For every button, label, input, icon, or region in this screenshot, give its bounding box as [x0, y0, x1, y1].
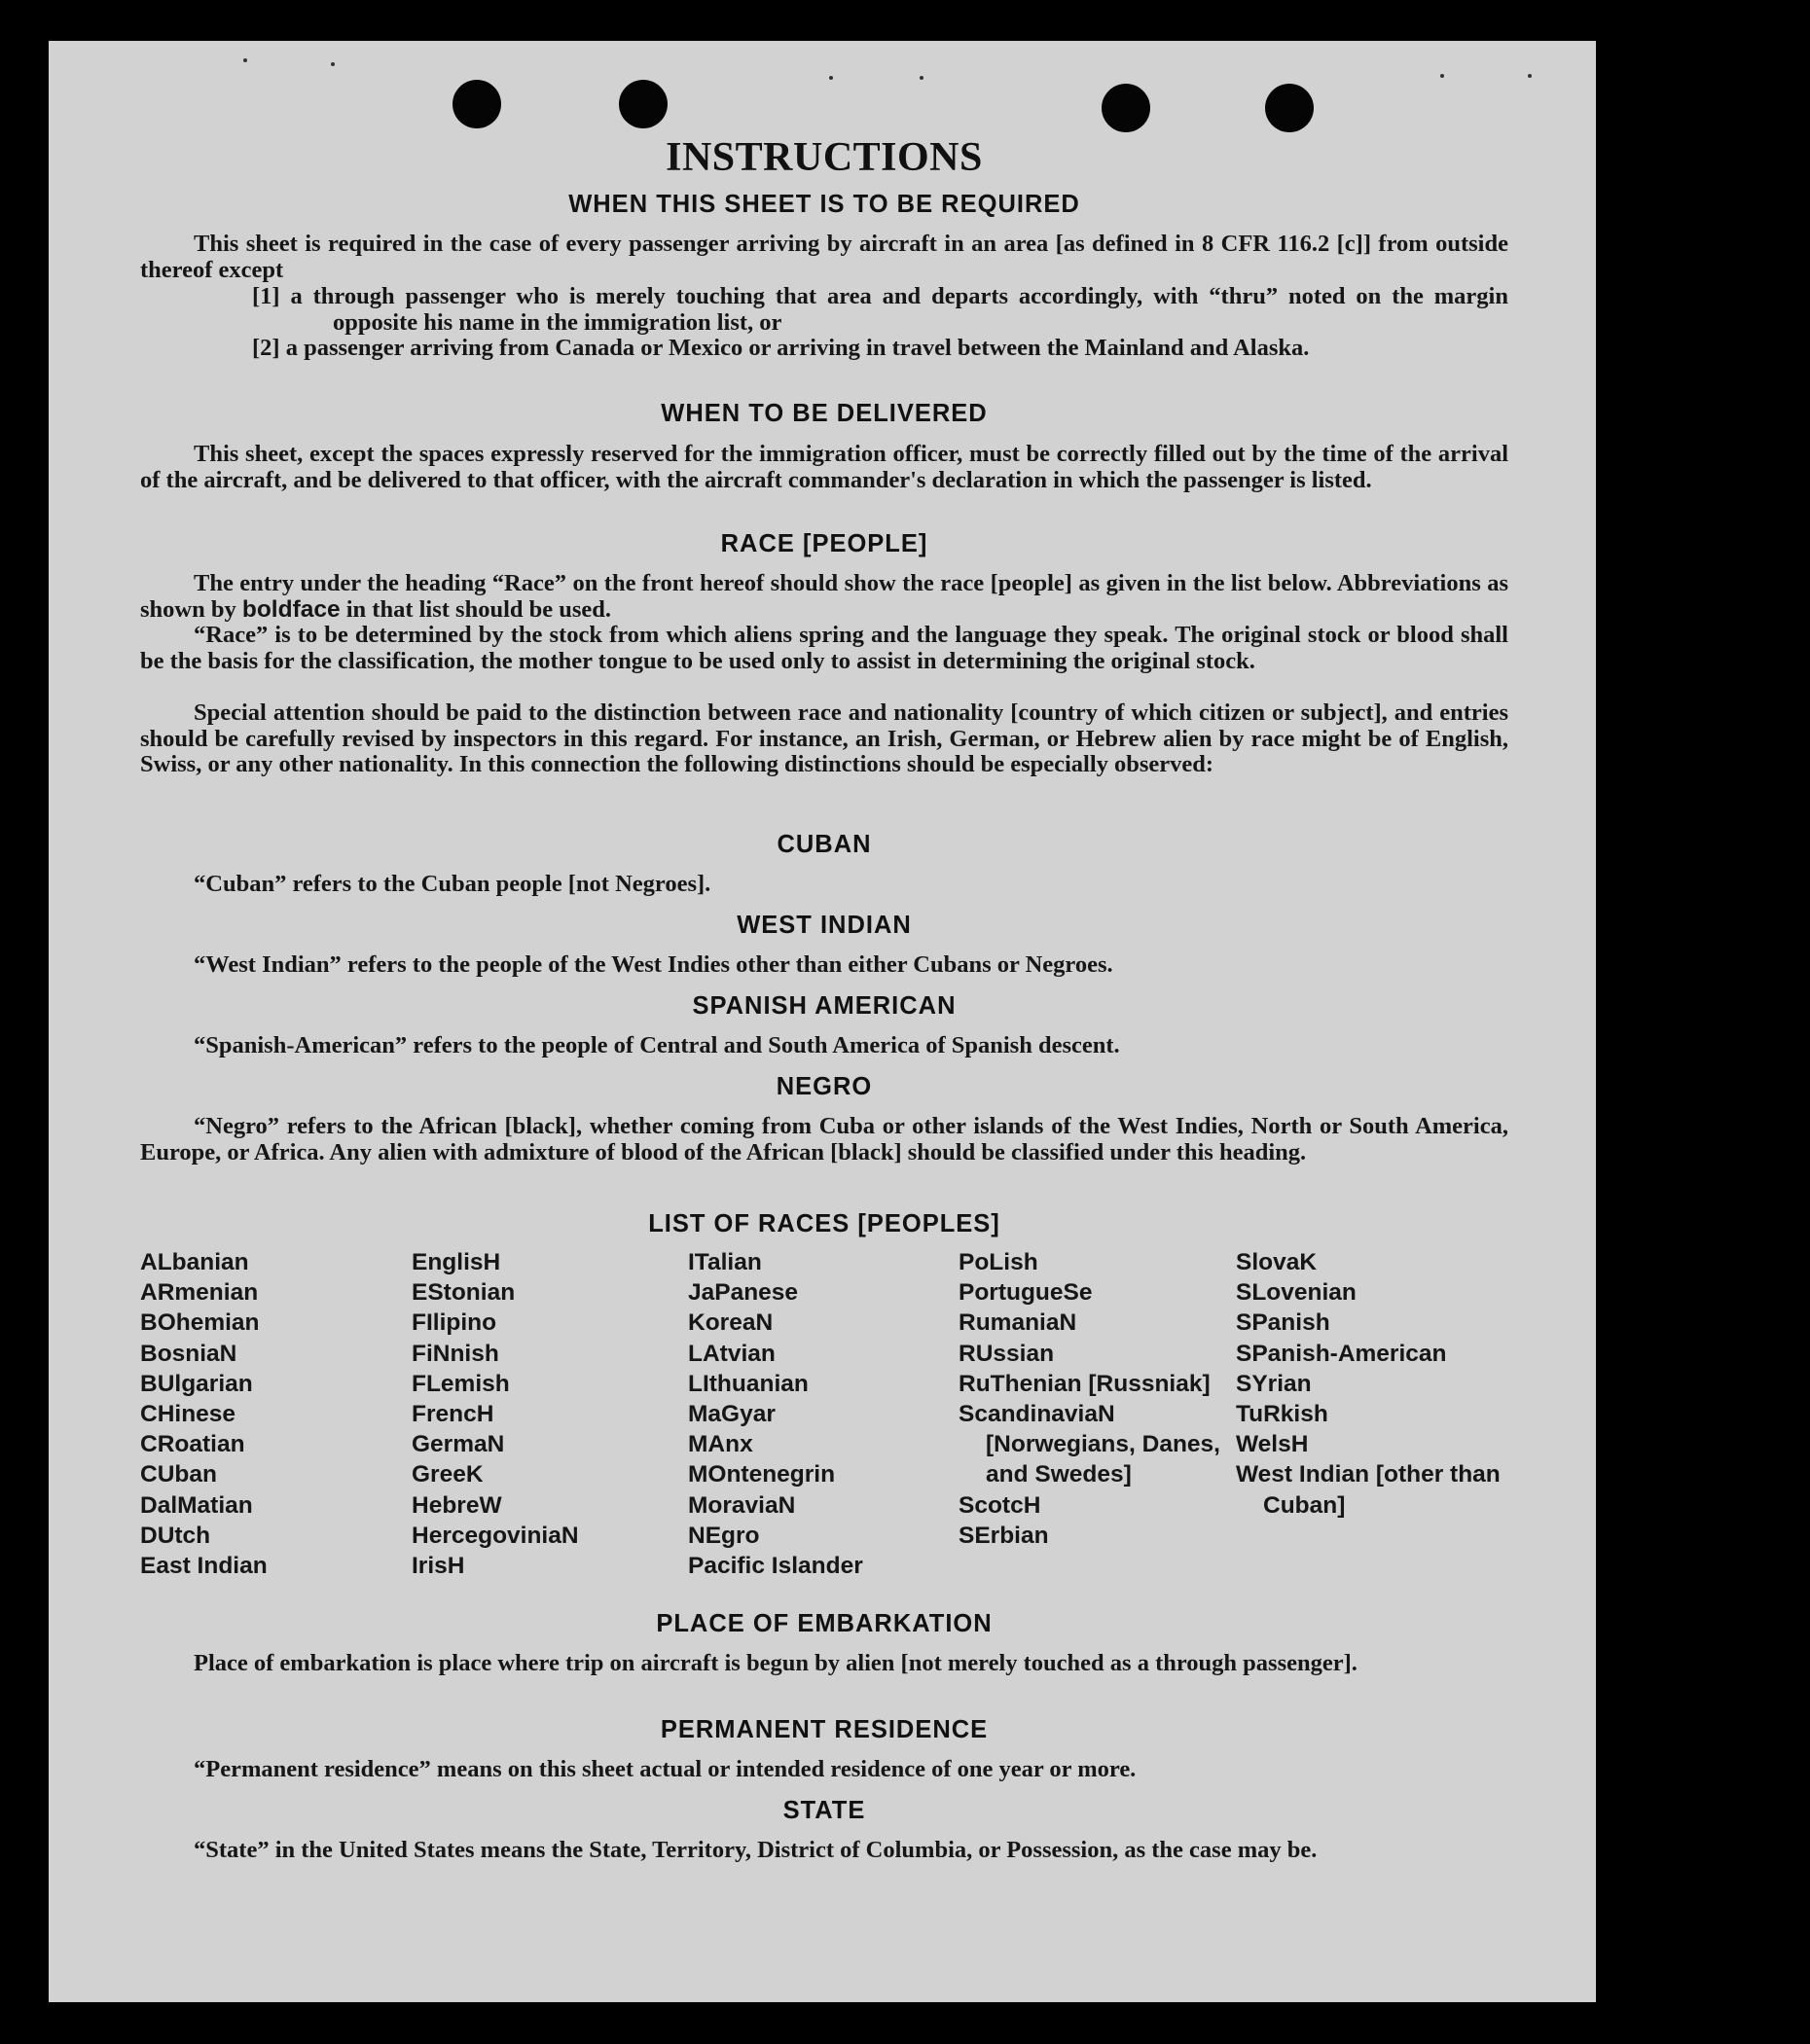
race-item: KoreaN — [688, 1309, 774, 1337]
race-paragraph-3: Special attention should be paid to the distinction between race and nationality [country of which citizen or subject], and entries should be carefully revised by inspectors in this regard. For instance, an Irish, German, or Hebrew alien by race might be of English, Swiss, or any other nationality. In this connection the following distinctions should be especially observed: — [140, 699, 1508, 778]
race-item: ARmenian — [140, 1279, 259, 1307]
permanent-residence-text: “Permanent residence” means on this sheet actual or intended residence of one year or more. — [194, 1756, 1137, 1782]
race-item: FIlipino — [412, 1309, 497, 1337]
document-title: INSTRUCTIONS — [666, 135, 983, 180]
spanish-american-text: “Spanish-American” refers to the people of Central and South America of Spanish descent. — [194, 1032, 1120, 1058]
race-p1-before: The entry under the heading “Race” on the front hereof should show the race [people] as given in the list below. Abbreviations as shown by — [140, 570, 1508, 623]
race-item: DUtch — [140, 1522, 211, 1549]
heading-race: RACE [PEOPLE] — [720, 530, 928, 557]
exception-list — [252, 284, 1508, 362]
document-page — [49, 41, 1596, 2002]
races-column-1 — [140, 1247, 403, 1581]
heading-negro: NEGRO — [776, 1073, 873, 1100]
race-p1-after: in that list should be used. — [340, 595, 612, 623]
race-item: HercegoviniaN — [412, 1522, 579, 1549]
race-item: SPanish — [1236, 1309, 1330, 1337]
race-item: BOhemian — [140, 1309, 260, 1337]
race-item: BUlgarian — [140, 1370, 253, 1397]
speck — [331, 62, 335, 66]
race-item: LIthuanian — [688, 1370, 809, 1397]
exception-item: [1] a through passenger who is merely touching that area and departs accordingly, with “thru” noted on the margin opposite his name in the immigration list, or — [252, 283, 1508, 336]
race-item: SLovenian — [1236, 1279, 1357, 1307]
punch-hole — [1102, 84, 1150, 132]
race-item: West Indian [other than Cuban] — [1236, 1461, 1501, 1519]
races-column-2 — [412, 1247, 674, 1581]
when-required-intro: This sheet is required in the case of every passenger arriving by aircraft in an area [as defined in 8 CFR 116.2 [c]] from outside thereof except — [140, 231, 1508, 283]
heading-west-indian: WEST INDIAN — [737, 912, 912, 939]
race-item: MAnx — [688, 1431, 753, 1458]
heading-permanent-residence: PERMANENT RESIDENCE — [660, 1716, 989, 1743]
race-item: MOntenegrin — [688, 1461, 836, 1488]
heading-when-required: WHEN THIS SHEET IS TO BE REQUIRED — [568, 191, 1080, 218]
race-item: GermaN — [412, 1431, 505, 1458]
embarkation-text: Place of embarkation is place where trip on aircraft is begun by alien [not merely touched as a through passenger]. — [194, 1650, 1358, 1676]
heading-embarkation: PLACE OF EMBARKATION — [656, 1610, 993, 1637]
negro-text: “Negro” refers to the African [black], whether coming from Cuba or other islands of the West Indies, North or South America, Europe, or Africa. Any alien with admixture of blood of the African [black] should be classified under this heading. — [140, 1113, 1508, 1165]
race-item: PoLish — [959, 1249, 1038, 1275]
race-item: CHinese — [140, 1401, 236, 1428]
race-item: SErbian — [959, 1522, 1049, 1549]
race-item: EnglisH — [412, 1249, 501, 1275]
race-item: BosniaN — [140, 1340, 237, 1367]
race-item: SlovaK — [1236, 1249, 1318, 1275]
races-column-4 — [959, 1247, 1221, 1551]
exception-item: [2] a passenger arriving from Canada or Mexico or arriving in travel between the Mainland and Alaska. — [252, 335, 1310, 362]
race-p1-bold: boldface — [241, 595, 341, 623]
heading-state: STATE — [782, 1797, 866, 1824]
state-text: “State” in the United States means the State, Territory, District of Columbia, or Possession, as the case may be. — [194, 1837, 1318, 1863]
race-paragraph-1 — [140, 571, 1508, 623]
race-item: IrisH — [412, 1553, 465, 1580]
race-item: FrencH — [412, 1401, 494, 1428]
race-item: MaGyar — [688, 1401, 776, 1428]
races-column-5 — [1236, 1247, 1508, 1521]
race-item: MoraviaN — [688, 1491, 796, 1519]
punch-hole — [452, 80, 501, 128]
speck — [243, 58, 247, 62]
race-item: JaPanese — [688, 1279, 799, 1307]
race-item: Pacific Islander — [688, 1553, 863, 1580]
race-item: ScandinaviaN [Norwegians, Danes, and Swedes] — [959, 1401, 1220, 1488]
race-item: WelsH — [1236, 1431, 1309, 1458]
speck — [1440, 74, 1444, 78]
race-item: ScotcH — [959, 1491, 1041, 1519]
race-item: RUssian — [959, 1340, 1055, 1367]
race-item: ITalian — [688, 1249, 762, 1275]
punch-hole — [1265, 84, 1314, 132]
race-paragraph-2: “Race” is to be determined by the stock from which aliens spring and the language they speak. The original stock or blood shall be the basis for the classification, the mother tongue to be used only to assist in determining the original stock. — [140, 622, 1508, 674]
race-item: FiNnish — [412, 1340, 499, 1367]
speck — [829, 76, 833, 80]
heading-spanish-american: SPANISH AMERICAN — [692, 992, 957, 1020]
heading-list-of-races: LIST OF RACES [PEOPLES] — [648, 1210, 1000, 1237]
race-item: East Indian — [140, 1553, 268, 1580]
speck — [920, 76, 923, 80]
race-item: CRoatian — [140, 1431, 245, 1458]
race-item: DalMatian — [140, 1491, 253, 1519]
race-item: PortugueSe — [959, 1279, 1093, 1307]
race-item: LAtvian — [688, 1340, 776, 1367]
when-delivered-text: This sheet, except the spaces expressly reserved for the immigration officer, must be correctly filled out by the time of the arrival of the aircraft, and be delivered to that officer, with the aircraft commander's declaration in which the passenger is listed. — [140, 441, 1508, 493]
race-item: NEgro — [688, 1522, 760, 1549]
race-item: CUban — [140, 1461, 217, 1488]
race-item: FLemish — [412, 1370, 510, 1397]
race-item: GreeK — [412, 1461, 484, 1488]
race-item: RuThenian [Russniak] — [959, 1370, 1211, 1397]
race-item: SYrian — [1236, 1370, 1312, 1397]
heading-when-delivered: WHEN TO BE DELIVERED — [661, 400, 988, 427]
race-item: EStonian — [412, 1279, 516, 1307]
speck — [1528, 74, 1532, 78]
race-item: ALbanian — [140, 1249, 249, 1275]
west-indian-text: “West Indian” refers to the people of the West Indies other than either Cubans or Negroes. — [194, 951, 1113, 978]
race-item: SPanish-American — [1236, 1340, 1447, 1367]
race-item: HebreW — [412, 1491, 502, 1519]
race-item: TuRkish — [1236, 1401, 1328, 1428]
race-item: RumaniaN — [959, 1309, 1077, 1337]
races-column-3 — [688, 1247, 951, 1581]
heading-cuban: CUBAN — [777, 831, 872, 858]
cuban-text: “Cuban” refers to the Cuban people [not Negroes]. — [194, 871, 711, 897]
punch-hole — [619, 80, 668, 128]
